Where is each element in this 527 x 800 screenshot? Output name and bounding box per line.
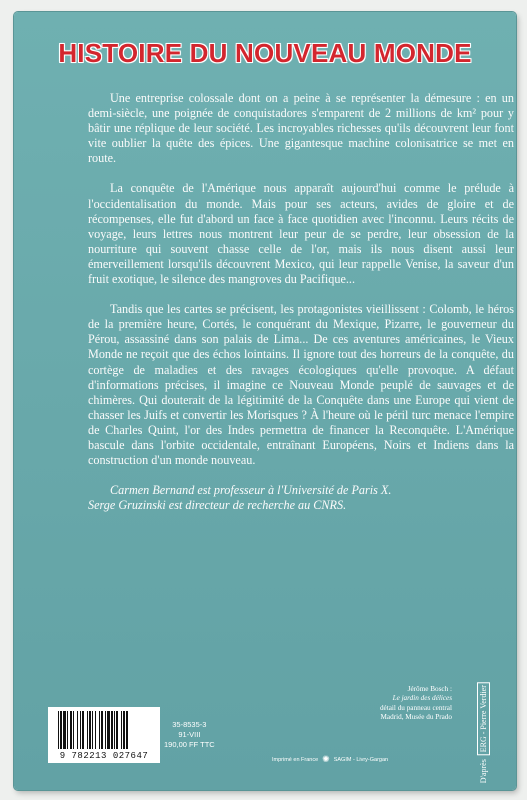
book-back-cover: [14, 12, 516, 790]
barcode-bar: [99, 711, 100, 749]
printer-name: SAGIM - Livry-Gargan: [333, 756, 389, 763]
author-bio-gruzinski: Serge Gruzinski est directeur de recherche au CNRS.: [88, 498, 347, 513]
blurb-paragraph-2: La conquête de l'Amérique nous apparaît aujourd'hui comme le prélude à l'occidentalisation du monde. Mais pour ses acteurs, avides de gloire et de récompenses, elle fut d'abord un face à face quotidien avec l'inconnu. Leurs récits de voyage, leurs lettres nous montrent leur peur de se perdre, leur obsession de la nourriture qui souvent chasse celle de l'or, mais ils nous disent aussi leur émerveillement lorsqu'ils découvrent Mexico, qui leur rappelle Venise, la saveur d'un fruit exotique, le silence des mangroves du Pacifique...: [88, 181, 514, 287]
barcode-bar: [82, 711, 84, 749]
barcode-bar: [95, 711, 96, 749]
barcode: [48, 707, 160, 763]
barcode-bar: [67, 711, 68, 749]
code-catalog: 35-8535-3: [172, 720, 207, 729]
author-bio-bernand: Carmen Bernand est professeur à l'Université de Paris X.: [110, 483, 392, 498]
barcode-bar: [73, 711, 74, 749]
barcode-bar: [107, 711, 110, 749]
code-print: 91-VIII: [178, 730, 201, 739]
printer-star-icon: ✺: [322, 754, 330, 764]
barcode-bar: [101, 711, 103, 749]
image-credit: [302, 685, 452, 723]
barcode-bar: [63, 711, 66, 749]
design-credit-prefix: D'après: [479, 759, 488, 784]
barcode-bar: [89, 711, 91, 749]
barcode-bar: [121, 711, 122, 749]
isbn-number: 9 782213 027647: [59, 751, 149, 761]
barcode-bar: [105, 711, 106, 749]
barcode-bar: [123, 711, 125, 749]
printer-country: Imprimé en France: [272, 756, 319, 763]
barcode-bar: [111, 711, 113, 749]
barcode-bar: [70, 711, 72, 749]
credit-detail: détail du panneau central: [379, 703, 452, 712]
credit-location: Madrid, Musée du Prado: [380, 713, 452, 722]
barcode-bar: [77, 711, 78, 749]
barcode-bars: [54, 711, 154, 751]
blurb: [88, 91, 514, 528]
price: 190,00 FF TTC: [164, 740, 215, 749]
barcode-bar: [114, 711, 115, 749]
printer-info: [272, 755, 388, 764]
book-title: HISTOIRE DU NOUVEAU MONDE: [58, 38, 472, 68]
barcode-bar: [60, 711, 62, 749]
author-bios: [88, 483, 514, 513]
barcode-bar: [87, 711, 88, 749]
barcode-bar: [126, 711, 128, 749]
barcode-bar: [80, 711, 81, 749]
blurb-paragraph-1: Une entreprise colossale dont on a peine à se représenter la démesure : en un demi-siècle, une poignée de conquistadores s'emparent de 2 millions de km² pour y bâtir une réplique de leur société. Les incroyables richesses qu'ils découvrent leur font vite oublier la quête des épices. Une gigantesque machine colonisatrice se met en route.: [88, 91, 514, 166]
blurb-paragraph-3: Tandis que les cartes se précisent, les protagonistes vieillissent : Colomb, le héros de la première heure, Cortés, le conquérant du Mexique, Pizarre, le gouverneur du Pérou, assassiné dans son palais de Lima... De ces aventures américaines, le Vieux Monde ne reçoit que des échos lointains. Il ignore tout des horreurs de la conquête, du cortège de maladies et des ravages écologiques qu'elle provoque. A défaut d'informations précises, il imagine ce Nouveau Monde peuplé de sauvages et de chimères. Qui douterait de la légitimité de la Conquête dans une Europe qui vient de chasser les Juifs et convertir les Morisques ? À l'heure où le péril turc menace l'empire de Charles Quint, l'or des Indes permettra de financer la Reconquête. L'Amérique bascule dans l'orbite occidentale, entraînant Européens, Noirs et Indiens dans la construction d'un monde nouveau.: [88, 302, 514, 468]
credit-artist: Jérôme Bosch :: [407, 685, 452, 693]
credit-work: Le jardin des délices: [392, 694, 452, 703]
design-credit-label: ERG - Pierre Verdier: [477, 682, 490, 755]
barcode-bar: [116, 711, 118, 749]
barcode-bar: [92, 711, 93, 749]
design-credit: [477, 682, 490, 783]
price-codes: [164, 720, 215, 750]
barcode-bar: [58, 711, 59, 749]
